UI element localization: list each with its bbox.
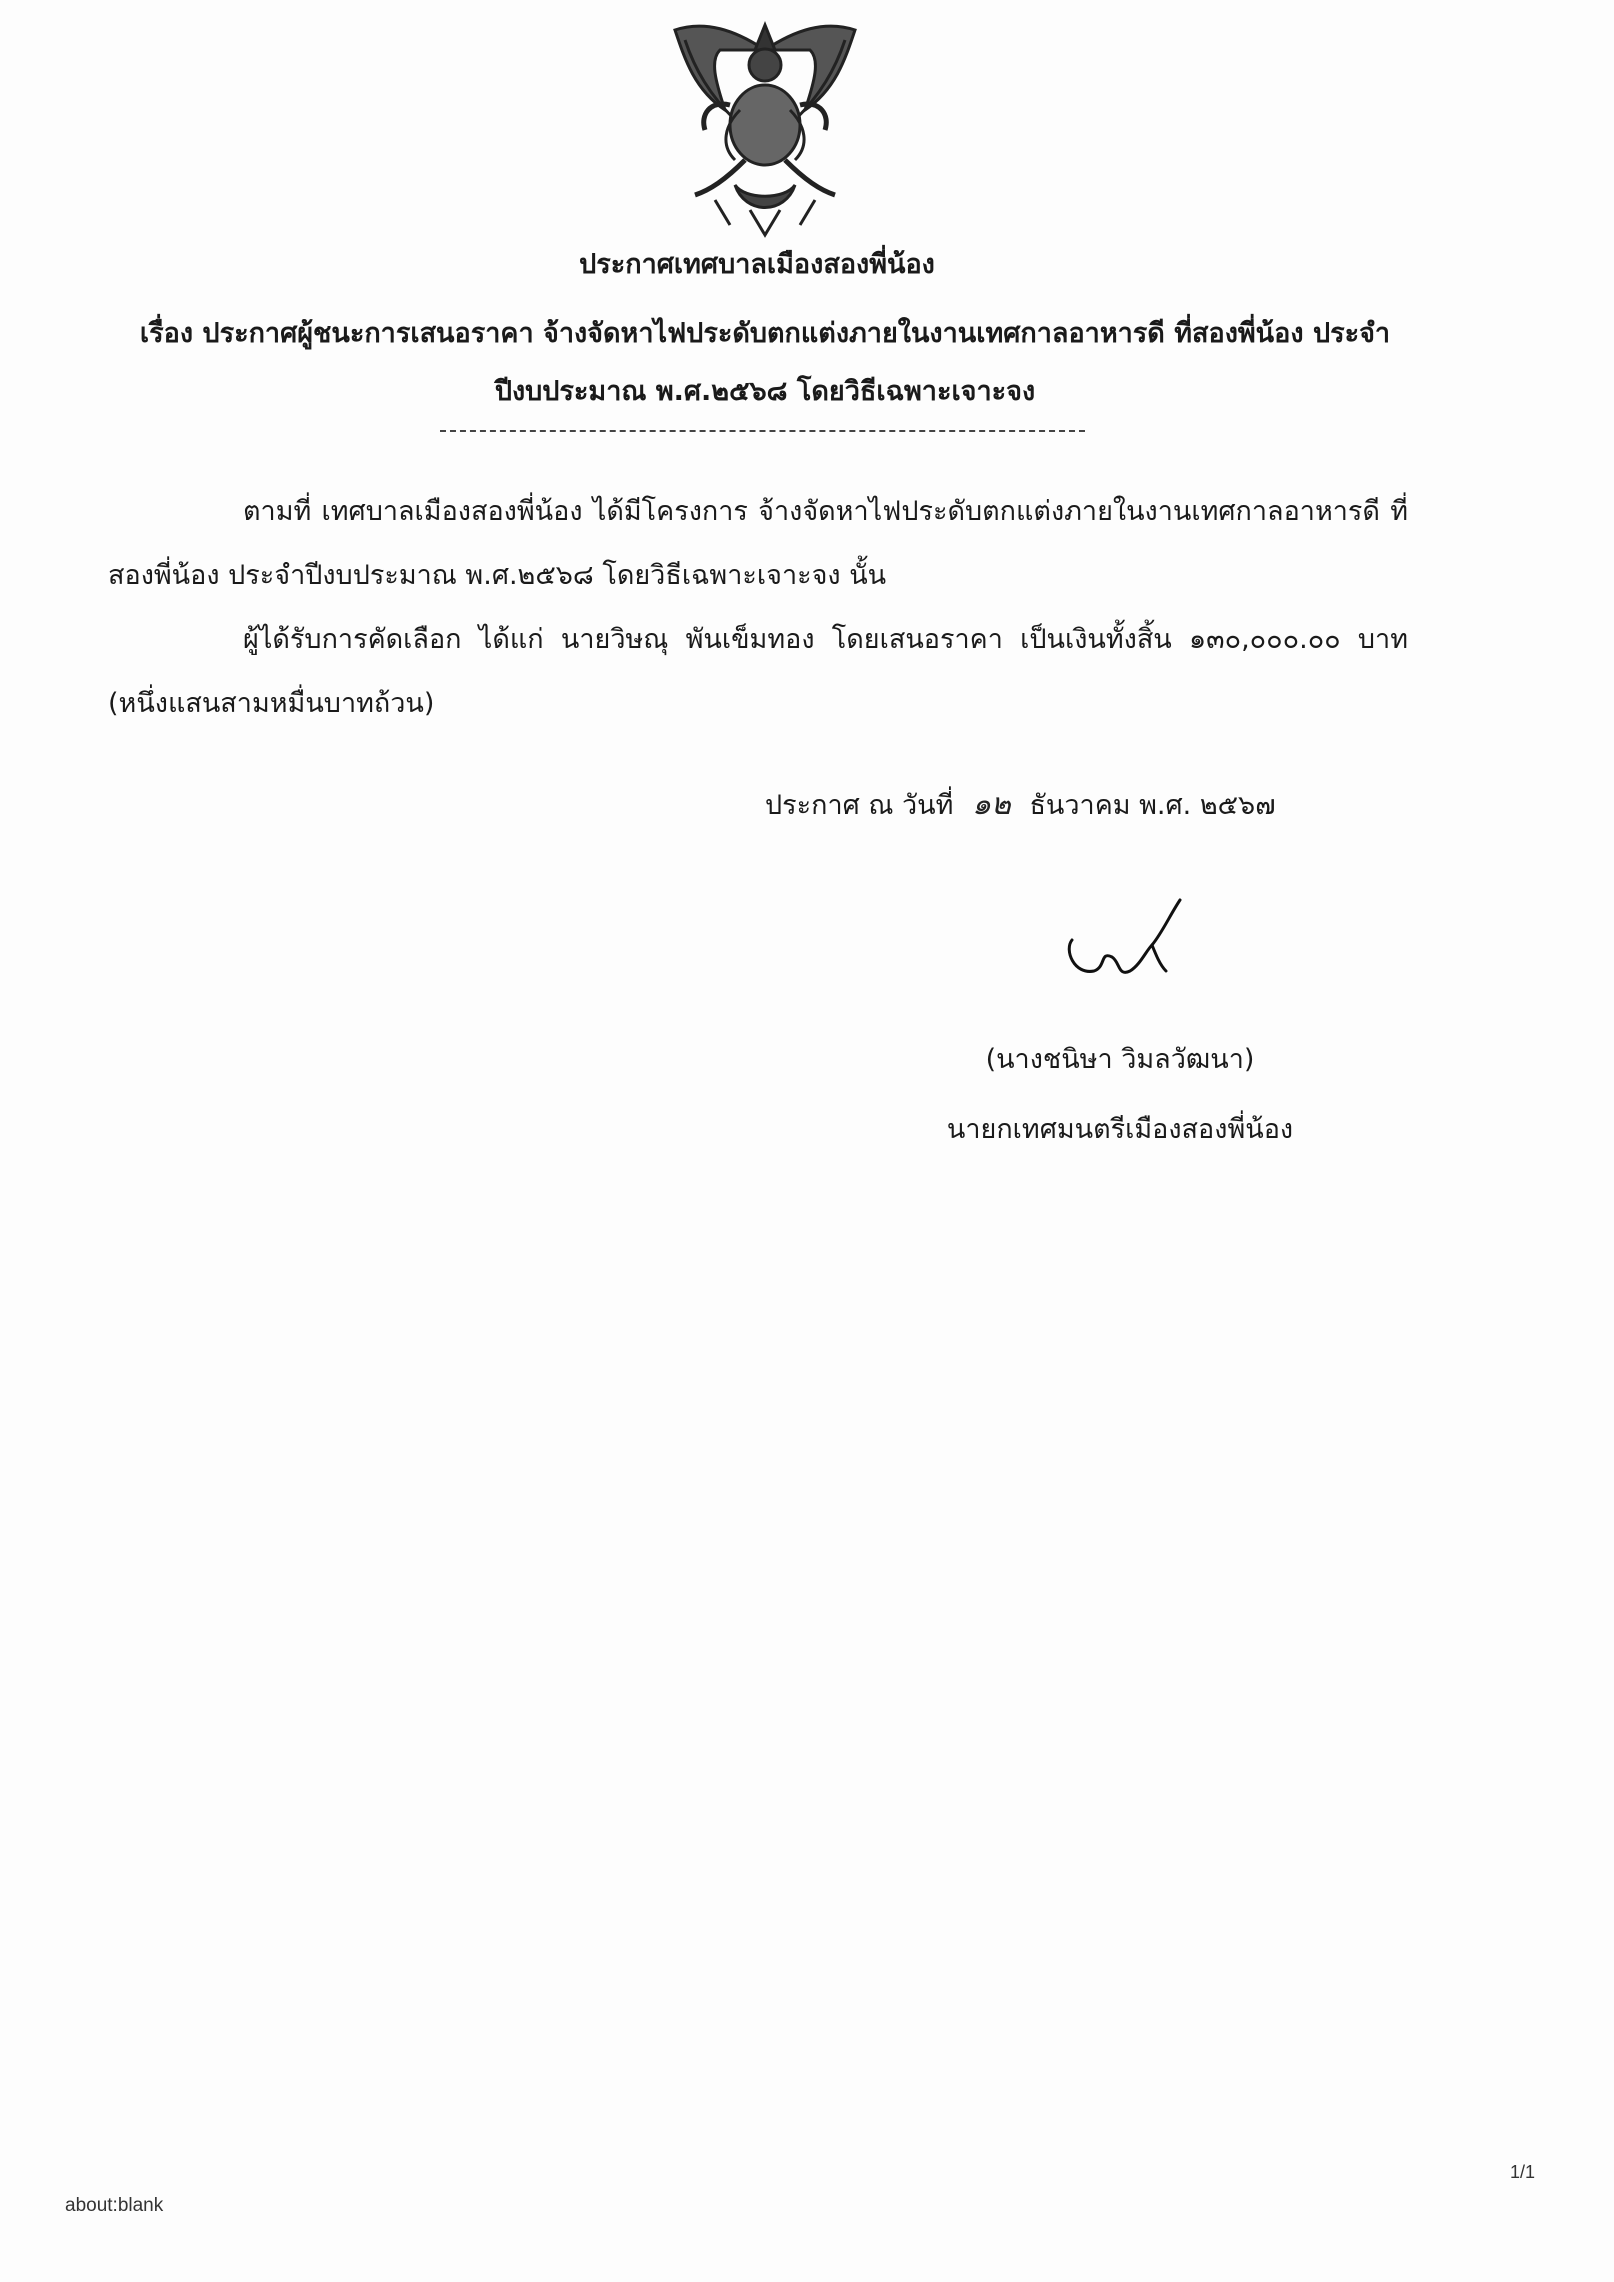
- date-day-handwritten: ๑๒: [972, 787, 1011, 822]
- issuer-title: ประกาศเทศบาลเมืองสองพี่น้อง: [579, 249, 935, 280]
- signatory-position: นายกเทศมนตรีเมืองสองพี่น้อง: [946, 1114, 1294, 1145]
- signatory-name: (นางชนิษา วิมลวัฒนา): [985, 1044, 1255, 1075]
- garuda-emblem-icon: [655, 10, 875, 240]
- page-number: 1/1: [1510, 2162, 1536, 2182]
- announcement-date: [765, 785, 1385, 826]
- signature-icon: [1060, 895, 1190, 995]
- date-month-year: ธันวาคม พ.ศ. ๒๕๖๗: [1029, 790, 1276, 821]
- date-prefix: ประกาศ ณ วันที่: [765, 790, 954, 821]
- announcement-subject: เรื่อง ประกาศผู้ชนะการเสนอราคา จ้างจัดหาไฟประดับตกแต่งภายในงานเทศกาลอาหารดี ที่สองพี่น้อง ประจำปีงบประมาณ พ.ศ.๒๕๖๘ โดยวิธีเฉพาะเจาะจง: [139, 318, 1391, 407]
- section-divider: [440, 430, 1085, 432]
- body-paragraph-2: ผู้ได้รับการคัดเลือก ได้แก่ นายวิษณุ พันเข็มทอง โดยเสนอราคา เป็นเงินทั้งสิ้น ๑๓๐,๐๐๐.๐๐ บาท (หนึ่งแสนสามหมื่นบาทถ้วน): [108, 624, 1408, 719]
- footer-url[interactable]: about:blank: [65, 2195, 164, 2216]
- body-paragraph-1: ตามที่ เทศบาลเมืองสองพี่น้อง ได้มีโครงการ จ้างจัดหาไฟประดับตกแต่งภายในงานเทศกาลอาหารดี ที่สองพี่น้อง ประจำปีงบประมาณ พ.ศ.๒๕๖๘ โดยวิธีเฉพาะเจาะจง นั้น: [108, 496, 1408, 591]
